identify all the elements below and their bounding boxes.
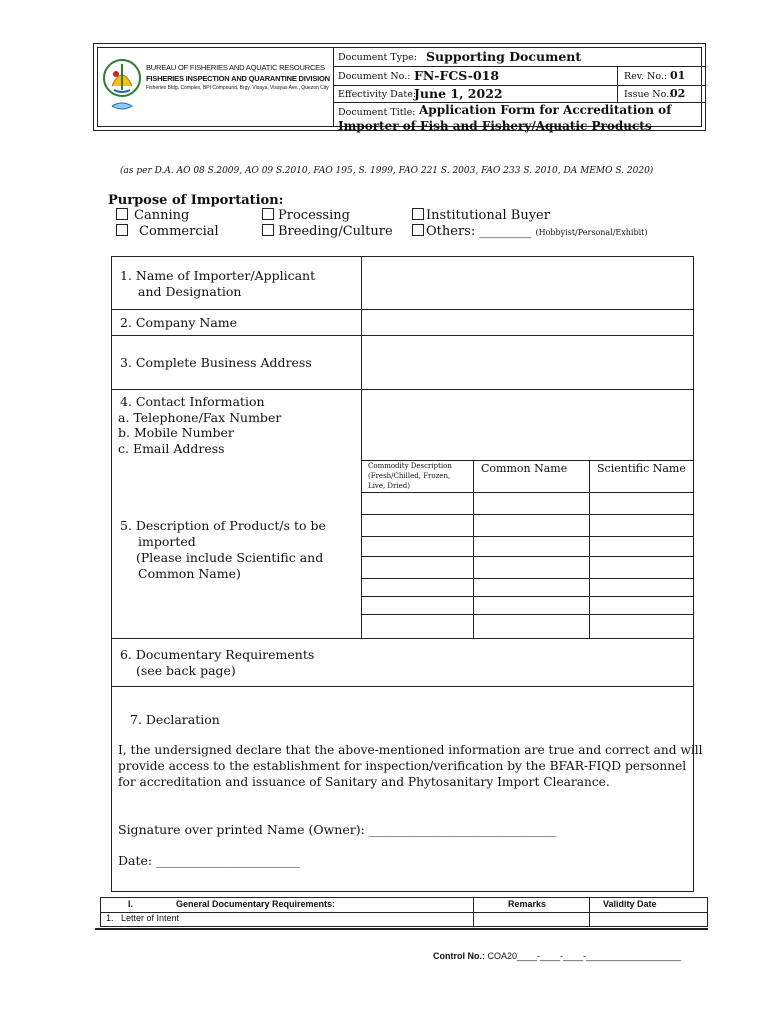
agency-name: BUREAU OF FISHERIES AND AQUATIC RESOURCES xyxy=(146,63,325,72)
doc-type-row xyxy=(334,48,705,67)
col-commodity-line2: (Fresh/Chilled, Frozen, xyxy=(368,472,451,480)
label-mobile: b. Mobile Number xyxy=(118,425,234,440)
purpose-canning[interactable] xyxy=(116,208,189,223)
label-imported: imported xyxy=(138,534,196,549)
control-label: Control No.: xyxy=(433,951,485,961)
option-label: Processing xyxy=(278,208,350,223)
checkbox-icon[interactable] xyxy=(262,224,274,236)
label-email: c. Email Address xyxy=(118,441,225,456)
doc-type-label: Document Type: xyxy=(338,52,417,63)
col-commodity xyxy=(368,461,452,491)
checkbox-icon[interactable] xyxy=(116,224,128,236)
doc-title-line2: Importer of Fish and Fishery/Aquatic Products xyxy=(338,119,652,133)
label-company: 2. Company Name xyxy=(120,315,238,330)
doc-no-label: Document No.: xyxy=(338,71,411,82)
req-row-letter-of-intent: 1. Letter of Intent xyxy=(106,913,180,923)
date-line[interactable]: Date: _______________________ xyxy=(118,853,300,868)
rev-no-cell xyxy=(617,67,706,85)
control-number xyxy=(433,951,681,961)
doc-no-row xyxy=(334,67,705,86)
purpose-others[interactable] xyxy=(412,224,648,239)
bfar-seal-icon xyxy=(102,50,144,126)
effectivity-label: Effectivity Date: xyxy=(338,89,417,100)
req-col-requirements: General Documentary Requirements: xyxy=(176,899,336,909)
contact-info-field[interactable] xyxy=(362,390,693,460)
doc-title-row xyxy=(334,103,705,133)
effectivity-row xyxy=(334,86,705,103)
label-product: 5. Description of Product/s to be xyxy=(120,518,326,533)
checkbox-icon[interactable] xyxy=(412,208,424,220)
declaration-line2: provide access to the establishment for inspection/verification by the BFAR-FIQD personnel xyxy=(118,759,687,773)
issue-no-cell xyxy=(617,86,706,102)
purpose-institutional[interactable] xyxy=(412,208,550,223)
col-common-name: Common Name xyxy=(481,462,568,475)
label-documentary: 6. Documentary Requirements xyxy=(120,647,315,662)
agency-block xyxy=(98,48,334,126)
declaration-title: 7. Declaration xyxy=(130,712,220,727)
issue-no-value: 02 xyxy=(670,87,686,100)
option-label: Canning xyxy=(134,208,190,223)
checkbox-icon[interactable] xyxy=(412,224,424,236)
control-value[interactable]: COA20____-____-____-___________________ xyxy=(487,951,682,961)
col-commodity-line3: Live, Dried) xyxy=(368,482,410,490)
label-see-back: (see back page) xyxy=(136,663,236,678)
checkbox-icon[interactable] xyxy=(262,208,274,220)
effectivity-value: June 1, 2022 xyxy=(414,86,503,101)
declaration-line3: for accreditation and issuance of Sanitary and Phytosanitary Import Clearance. xyxy=(118,775,610,789)
option-label: Breeding/Culture xyxy=(278,224,393,239)
doc-no-value: FN-FCS-018 xyxy=(414,68,500,83)
division-name: FISHERIES INSPECTION AND QUARANTINE DIVISION xyxy=(146,74,330,83)
purpose-processing[interactable] xyxy=(262,208,350,223)
issue-no-label: Issue No.: xyxy=(624,89,673,100)
purpose-title: Purpose of Importation: xyxy=(108,193,284,208)
col-commodity-line1: Commodity Description xyxy=(368,462,452,470)
req-col-remarks: Remarks xyxy=(508,899,547,909)
label-common-name: Common Name) xyxy=(138,566,241,581)
checkbox-icon[interactable] xyxy=(116,208,128,220)
reference-text: (as per D.A. AO 08 S.2009, AO 09 S.2010, FAO 195, S. 1999, FAO 221 S. 2003, FAO 233 S. 2010, DA MEMO S. 2020) xyxy=(120,166,654,176)
option-label: Institutional Buyer xyxy=(426,208,550,223)
company-name-field[interactable] xyxy=(362,310,693,335)
importer-name-field[interactable] xyxy=(362,257,693,309)
signature-line[interactable]: Signature over printed Name (Owner): ______________________________ xyxy=(118,822,557,837)
documentary-requirements-field[interactable] xyxy=(362,639,693,686)
doc-type-value: Supporting Document xyxy=(426,49,582,64)
label-importer: 1. Name of Importer/Applicant xyxy=(120,268,316,283)
label-contact: 4. Contact Information xyxy=(120,394,265,409)
business-address-field[interactable] xyxy=(362,336,693,389)
purpose-commercial[interactable] xyxy=(116,224,219,239)
option-label: Others: ________ xyxy=(426,224,532,239)
col-scientific-name: Scientific Name xyxy=(597,462,686,475)
others-note: (Hobbyist/Personal/Exhibit) xyxy=(535,228,648,237)
label-designation: and Designation xyxy=(138,284,242,299)
req-col-num: I. xyxy=(128,899,134,909)
doc-title-line1: Application Form for Accreditation of xyxy=(419,103,672,117)
rev-no-value: 01 xyxy=(670,69,686,82)
option-label: Commercial xyxy=(139,224,219,239)
label-include: (Please include Scientific and xyxy=(136,550,324,565)
document-header xyxy=(93,43,706,131)
doc-title-label: Document Title: xyxy=(338,107,416,118)
label-telephone: a. Telephone/Fax Number xyxy=(118,410,282,425)
purpose-breeding[interactable] xyxy=(262,224,393,239)
agency-address: Fisheries Bldg. Complex, BPI Compound, Brgy. Visaya, Visayas Ave., Quezon City xyxy=(146,85,329,91)
rev-no-label: Rev. No.: xyxy=(624,71,668,82)
label-address: 3. Complete Business Address xyxy=(120,355,312,370)
req-col-validity: Validity Date xyxy=(603,899,657,909)
declaration-line1: I, the undersigned declare that the above-mentioned information are true and correct and will xyxy=(118,743,703,757)
